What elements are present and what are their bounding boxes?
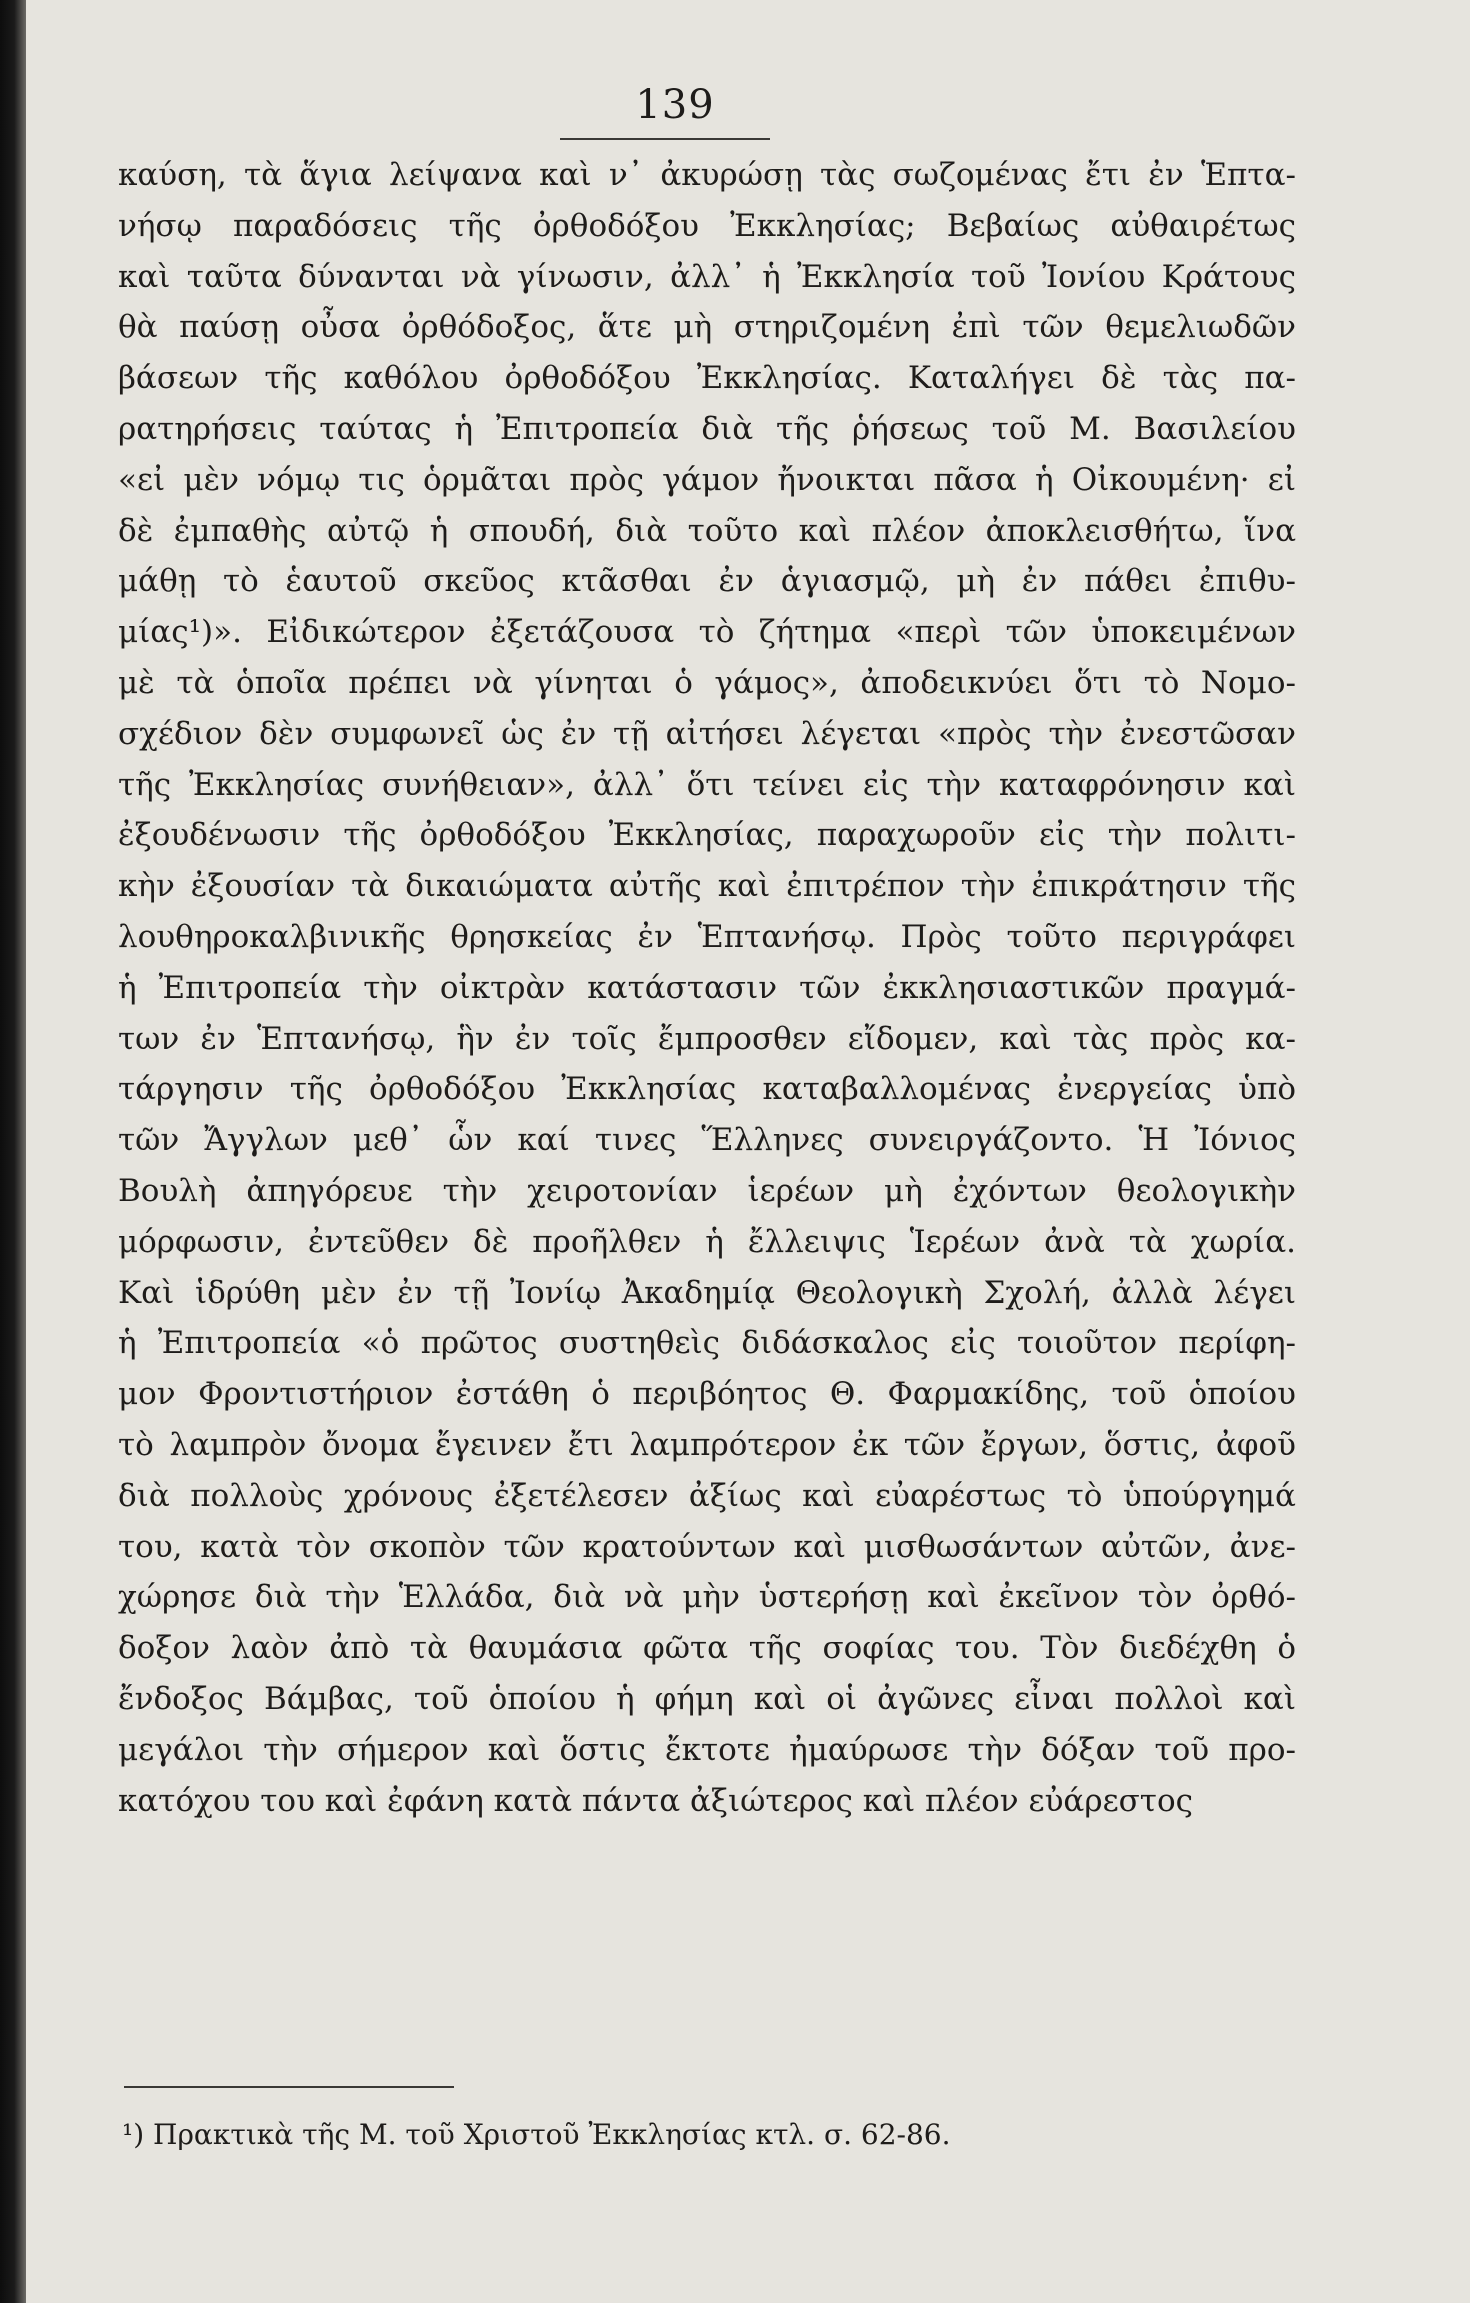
page-binding-edge — [0, 0, 26, 2303]
text-line: μίας¹)». Εἰδικώτερον ἐξετάζουσα τὸ ζήτημα «περὶ τῶν ὑποκειμένων — [118, 614, 1296, 651]
text-line: ἔνδοξος Βάμβας, τοῦ ὁποίου ἡ φήμη καὶ οἱ ἀγῶνες εἶναι πολλοὶ καὶ — [118, 1680, 1296, 1717]
text-line: τῶν Ἄγγλων μεθ᾿ ὧν καί τινες Ἕλληνες συνειργάζοντο. Ἡ Ἰόνιος — [118, 1122, 1296, 1159]
text-line: τάργησιν τῆς ὀρθοδόξου Ἐκκλησίας καταβαλλομένας ἐνεργείας ὑπὸ — [118, 1071, 1296, 1108]
text-line: μον Φροντιστήριον ἐστάθη ὁ περιβόητος Θ. Φαρμακίδης, τοῦ ὁποίου — [118, 1376, 1296, 1413]
text-line: κὴν ἐξουσίαν τὰ δικαιώματα αὐτῆς καὶ ἐπιτρέπον τὴν ἐπικράτησιν τῆς — [118, 868, 1296, 905]
text-line: τὸ λαμπρὸν ὄνομα ἔγεινεν ἔτι λαμπρότερον ἐκ τῶν ἔργων, ὅστις, ἀφοῦ — [118, 1426, 1296, 1463]
page-number-rule — [560, 138, 770, 140]
text-line: τῆς Ἐκκλησίας συνήθειαν», ἀλλ᾿ ὅτι τείνει εἰς τὴν καταφρόνησιν καὶ — [118, 766, 1296, 803]
text-line: καύση, τὰ ἅγια λείψανα καὶ ν᾿ ἀκυρώσῃ τὰς σωζομένας ἔτι ἐν Ἑπτα- — [118, 157, 1296, 193]
text-line: ρατηρήσεις ταύτας ἡ Ἐπιτροπεία διὰ τῆς ῥήσεως τοῦ Μ. Βασιλείου — [118, 410, 1296, 447]
text-line: κατόχου του καὶ ἐφάνη κατὰ πάντα ἀξιώτερος καὶ πλέον εὐάρεστος — [118, 1782, 1193, 1819]
text-line: θὰ παύσῃ οὖσα ὀρθόδοξος, ἅτε μὴ στηριζομένη ἐπὶ τῶν θεμελιωδῶν — [118, 309, 1296, 346]
text-line: ἡ Ἐπιτροπεία τὴν οἰκτρὰν κατάστασιν τῶν ἐκκλησιαστικῶν πραγμά- — [118, 969, 1296, 1006]
text-line: μεγάλοι τὴν σήμερον καὶ ὅστις ἔκτοτε ἠμαύρωσε τὴν δόξαν τοῦ προ- — [118, 1731, 1296, 1768]
text-line: μόρφωσιν, ἐντεῦθεν δὲ προῆλθεν ἡ ἔλλειψις Ἱερέων ἀνὰ τὰ χωρία. — [118, 1223, 1296, 1260]
text-line: δὲ ἐμπαθὴς αὐτῷ ἡ σπουδή, διὰ τοῦτο καὶ πλέον ἀποκλεισθήτω, ἵνα — [118, 512, 1296, 549]
text-line: ἡ Ἐπιτροπεία «ὁ πρῶτος συστηθεὶς διδάσκαλος εἰς τοιοῦτον περίφη- — [118, 1325, 1296, 1362]
page-number: 139 — [635, 82, 715, 128]
footnote-rule — [124, 2086, 454, 2088]
text-line: του, κατὰ τὸν σκοπὸν τῶν κρατούντων καὶ μισθωσάντων αὐτῶν, ἀνε- — [118, 1528, 1296, 1565]
text-line: νήσῳ παραδόσεις τῆς ὀρθοδόξου Ἐκκλησίας; Βεβαίως αὐθαιρέτως — [118, 207, 1296, 244]
text-line: σχέδιον δὲν συμφωνεῖ ὡς ἐν τῇ αἰτήσει λέγεται «πρὸς τὴν ἐνεστῶσαν — [118, 715, 1296, 752]
footnote: ¹) Πρακτικὰ τῆς Μ. τοῦ Χριστοῦ Ἐκκλησίας κτλ. σ. 62-86. — [122, 2118, 951, 2151]
text-line: Βουλὴ ἀπηγόρευε τὴν χειροτονίαν ἱερέων μὴ ἐχόντων θεολογικὴν — [118, 1172, 1296, 1209]
text-line: Καὶ ἱδρύθη μὲν ἐν τῇ Ἰονίῳ Ἀκαδημίᾳ Θεολογικὴ Σχολή, ἀλλὰ λέγει — [118, 1274, 1296, 1311]
text-line: καὶ ταῦτα δύνανται νὰ γίνωσιν, ἀλλ᾿ ἡ Ἐκκλησία τοῦ Ἰονίου Κράτους — [118, 258, 1296, 295]
text-line: διὰ πολλοὺς χρόνους ἐξετέλεσεν ἀξίως καὶ εὐαρέστως τὸ ὑπούργημά — [118, 1477, 1296, 1514]
text-line: των ἐν Ἑπτανήσῳ, ἣν ἐν τοῖς ἔμπροσθεν εἴδομεν, καὶ τὰς πρὸς κα- — [118, 1020, 1296, 1057]
text-line: μάθῃ τὸ ἑαυτοῦ σκεῦος κτᾶσθαι ἐν ἁγιασμῷ, μὴ ἐν πάθει ἐπιθυ- — [118, 563, 1296, 600]
text-line: δοξον λαὸν ἀπὸ τὰ θαυμάσια φῶτα τῆς σοφίας του. Τὸν διεδέχθη ὁ — [118, 1630, 1296, 1667]
text-line: βάσεων τῆς καθόλου ὀρθοδόξου Ἐκκλησίας. Καταλήγει δὲ τὰς πα- — [118, 360, 1296, 397]
text-line: χώρησε διὰ τὴν Ἑλλάδα, διὰ νὰ μὴν ὑστερήσῃ καὶ ἐκεῖνον τὸν ὀρθό- — [118, 1579, 1296, 1616]
text-line: «εἰ μὲν νόμῳ τις ὁρμᾶται πρὸς γάμον ἤνοικται πᾶσα ἡ Οἰκουμένη· εἰ — [118, 461, 1296, 498]
body-text — [118, 150, 1296, 1826]
text-line: ἐξουδένωσιν τῆς ὀρθοδόξου Ἐκκλησίας, παραχωροῦν εἰς τὴν πολιτι- — [118, 817, 1296, 854]
text-line: μὲ τὰ ὁποῖα πρέπει νὰ γίνηται ὁ γάμος», ἀποδεικνύει ὅτι τὸ Νομο- — [118, 664, 1296, 701]
text-line: λουθηροκαλβινικῆς θρησκείας ἐν Ἑπτανήσῳ. Πρὸς τοῦτο περιγράφει — [118, 918, 1296, 955]
